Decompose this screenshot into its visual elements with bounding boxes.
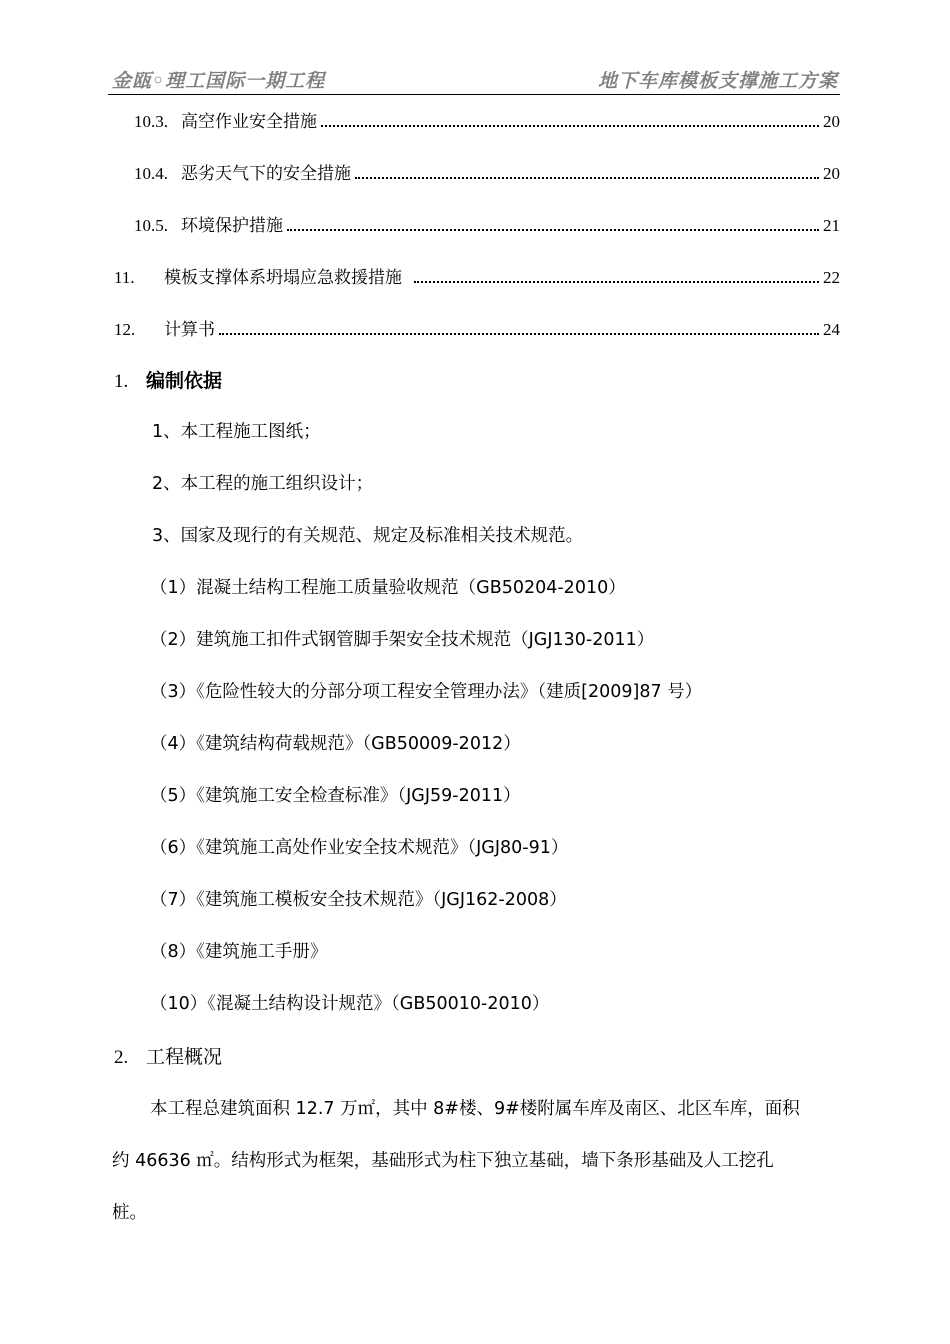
section-heading	[114, 366, 222, 393]
toc-leader-dots	[414, 280, 819, 283]
section-title: 工程概况	[146, 1046, 223, 1068]
toc-entry[interactable]	[110, 264, 840, 288]
toc-entry[interactable]	[110, 160, 840, 184]
toc-entry-title: 模板支撑体系坍塌应急救援措施	[164, 268, 402, 288]
overview-paragraph-line: 桩。	[112, 1203, 147, 1223]
standard-item: （6）《建筑施工高处作业安全技术规范》（JGJ80-91）	[150, 838, 569, 858]
toc-leader-dots	[219, 332, 819, 335]
standard-item: （4）《建筑结构荷载规范》（GB50009-2012）	[150, 734, 521, 754]
overview-paragraph-line: 本工程总建筑面积 12.7 万㎡，其中 8#楼、9#楼附属车库及南区、北区车库，面积	[150, 1099, 800, 1119]
section-number: 2.	[114, 1047, 129, 1068]
toc-entry-page: 22	[823, 268, 840, 287]
toc-entry-number: 10.4.	[134, 164, 168, 183]
toc-leader-dots	[321, 124, 819, 127]
basis-item: 2、本工程的施工组织设计；	[152, 474, 374, 494]
toc-entry-page: 21	[823, 216, 840, 235]
toc-entry[interactable]	[110, 212, 840, 236]
toc-entry-number: 11.	[114, 268, 135, 287]
toc-entry-title: 环境保护措施	[181, 216, 283, 236]
toc-leader-dots	[355, 176, 819, 179]
toc-entry-title: 计算书	[164, 320, 215, 340]
toc-entry-page: 24	[823, 320, 840, 339]
section-heading	[114, 1042, 222, 1069]
toc-entry-page: 20	[823, 112, 840, 131]
standard-item: （7）《建筑施工模板安全技术规范》（JGJ162-2008）	[150, 890, 567, 910]
toc-leader-dots	[287, 228, 819, 231]
overview-paragraph-line: 约 46636 ㎡。结构形式为框架，基础形式为柱下独立基础，墙下条形基础及人工挖孔	[112, 1151, 774, 1171]
section-number: 1.	[114, 371, 129, 392]
basis-item: 1、本工程施工图纸；	[152, 422, 321, 442]
standard-item: （5）《建筑施工安全检查标准》（JGJ59-2011）	[150, 786, 521, 806]
toc-entry-title: 高空作业安全措施	[181, 112, 317, 132]
toc-entry[interactable]	[110, 108, 840, 132]
standard-item: （3）《危险性较大的分部分项工程安全管理办法》（建质[2009]87 号）	[150, 682, 703, 702]
standard-item: （8）《建筑施工手册》	[150, 942, 328, 962]
toc-entry-number: 10.5.	[134, 216, 168, 235]
basis-item: 3、国家及现行的有关规范、规定及标准相关技术规范。	[152, 526, 584, 546]
standard-item: （1）混凝土结构工程施工质量验收规范（GB50204-2010）	[150, 578, 626, 598]
standard-item: （10）《混凝土结构设计规范》（GB50010-2010）	[150, 994, 550, 1014]
header-document-title: 地下车库模板支撑施工方案	[597, 70, 838, 92]
header-rule	[108, 94, 840, 95]
toc-entry-title: 恶劣天气下的安全措施	[181, 164, 351, 184]
toc-entry-number: 12.	[114, 320, 136, 339]
toc-entry-page: 20	[823, 164, 840, 183]
toc-entry-number: 10.3.	[134, 112, 168, 131]
header-project-name: 金瓯◦理工国际一期工程	[112, 70, 326, 92]
toc-entry[interactable]	[110, 316, 840, 340]
standard-item: （2）建筑施工扣件式钢管脚手架安全技术规范（JGJ130-2011）	[150, 630, 655, 650]
section-title: 编制依据	[146, 370, 223, 392]
